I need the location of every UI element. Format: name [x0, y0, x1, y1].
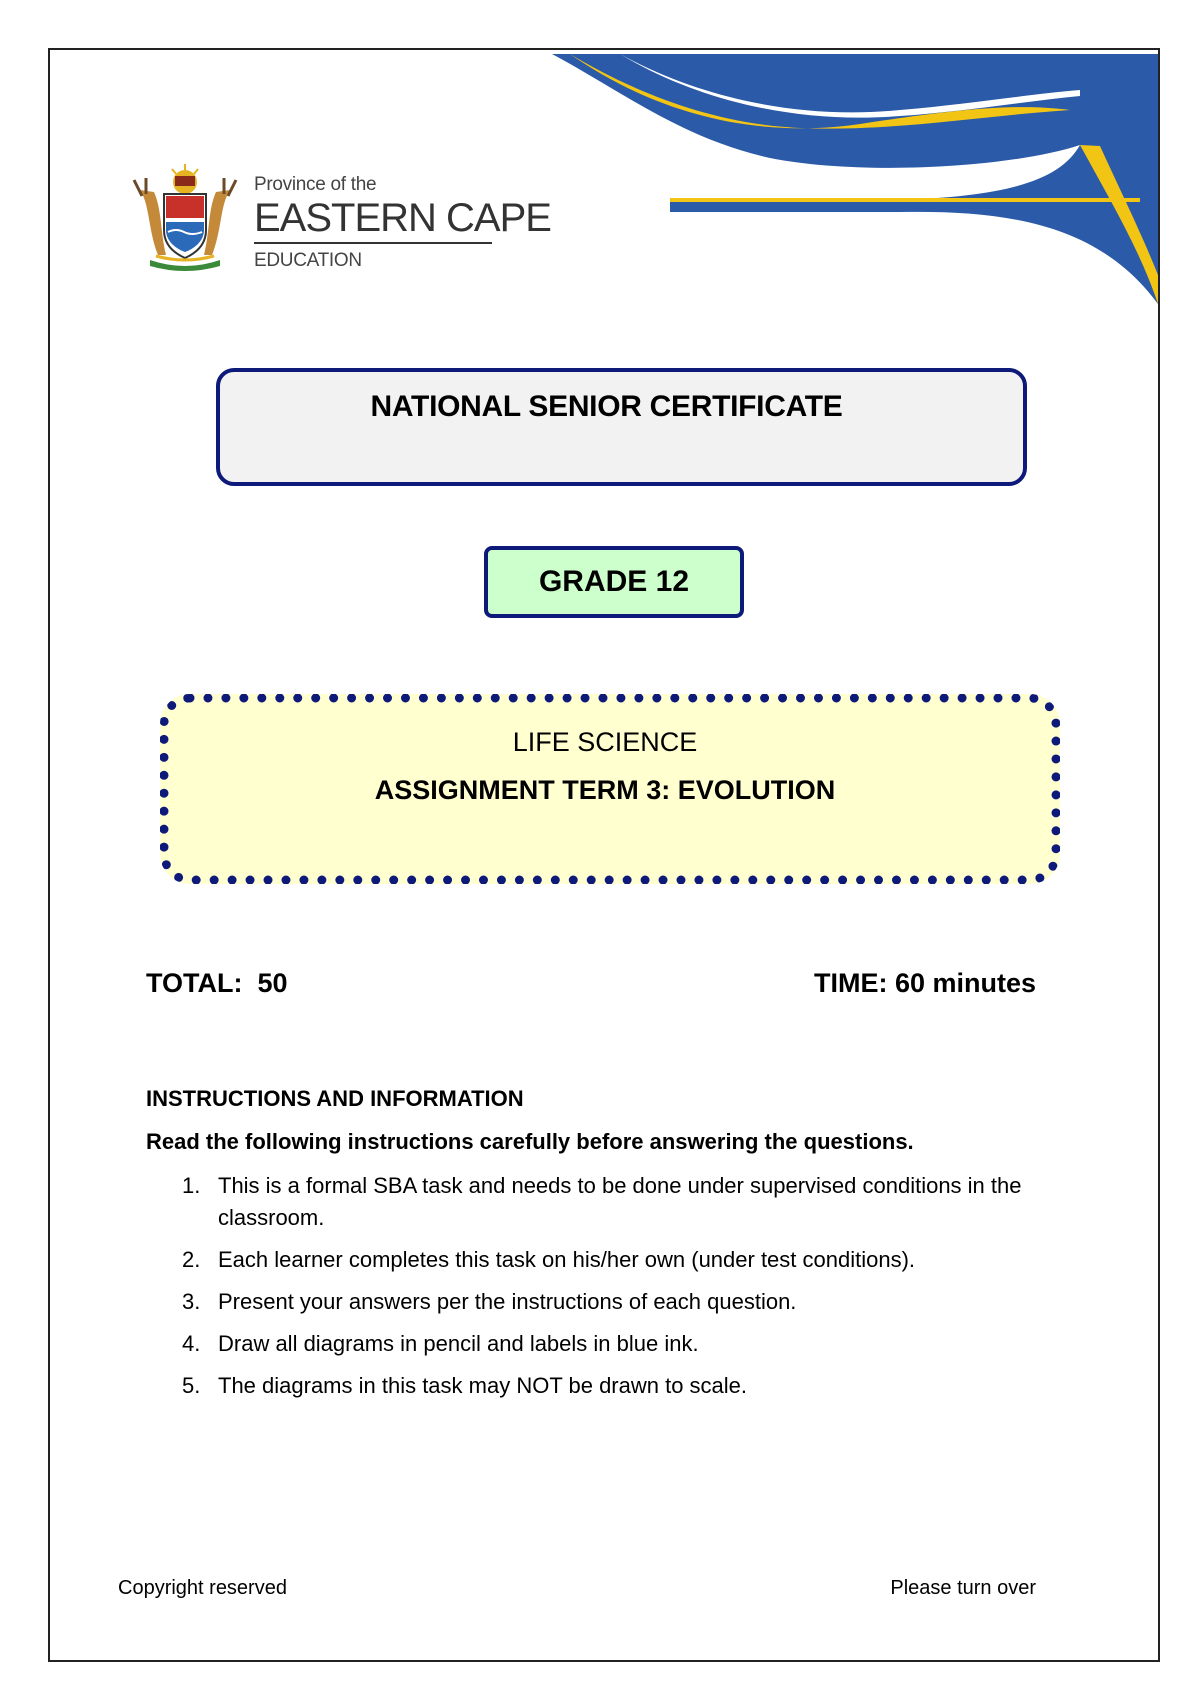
list-item-text: This is a formal SBA task and needs to be done under supervised conditions in the classroom. — [218, 1173, 1022, 1230]
footer-copyright: Copyright reserved — [118, 1577, 287, 1599]
list-item-number: 4. — [182, 1331, 201, 1356]
list-item — [182, 1286, 1062, 1318]
header-banner-graphic — [540, 50, 1158, 310]
footer-turn-over: Please turn over — [890, 1577, 1036, 1599]
banner-line-sotho: Porafensie Ya Kapa Botjahabela: Lefapha la Thuto — [672, 251, 897, 262]
logo-province-of-the: Province of the — [254, 174, 377, 195]
logo-rule — [254, 242, 492, 244]
list-item-number: 1. — [182, 1173, 201, 1198]
list-item-number: 2. — [182, 1247, 201, 1272]
list-item-text: The diagrams in this task may NOT be drawn to scale. — [218, 1373, 748, 1398]
list-item-number: 5. — [182, 1373, 201, 1398]
list-item — [182, 1328, 1062, 1360]
total-marks: TOTAL: 50 — [146, 968, 288, 998]
title-box — [216, 368, 1027, 486]
logo-education: EDUCATION — [254, 250, 362, 271]
document-title: NATIONAL SENIOR CERTIFICATE — [370, 390, 843, 423]
time-allowed: TIME: 60 minutes — [813, 968, 1036, 998]
eastern-cape-logo — [254, 174, 551, 272]
banner-line-afrikaans: Provinsie van die Oos Kaap: Department van Onderwys — [672, 237, 920, 248]
grade-label: GRADE 12 — [538, 565, 690, 598]
subject-box — [160, 694, 1060, 884]
instructions-intro: Read the following instructions carefully before answering the questions. — [146, 1129, 914, 1154]
logo-eastern-cape: EASTERN CAPE — [254, 196, 551, 240]
list-item-text: Each learner completes this task on his/her own (under test conditions). — [218, 1247, 916, 1272]
list-item — [182, 1244, 1062, 1276]
subject-name: LIFE SCIENCE — [512, 727, 698, 757]
instructions-heading: INSTRUCTIONS AND INFORMATION — [146, 1086, 524, 1111]
list-item — [182, 1370, 1062, 1402]
list-item — [182, 1170, 1062, 1234]
banner-line-xhosa: Iphondo leMpuma Kapa: Isebe leMfundo — [672, 223, 853, 234]
list-item-number: 3. — [182, 1289, 201, 1314]
list-item-text: Present your answers per the instructions of each question. — [218, 1289, 797, 1314]
grade-box — [484, 546, 744, 618]
list-item-text: Draw all diagrams in pencil and labels in blue ink. — [218, 1331, 699, 1356]
assignment-title: ASSIGNMENT TERM 3: EVOLUTION — [374, 775, 836, 805]
instructions-list — [182, 1170, 1062, 1412]
coat-of-arms-icon — [120, 160, 250, 275]
banner-text-block — [672, 222, 972, 264]
